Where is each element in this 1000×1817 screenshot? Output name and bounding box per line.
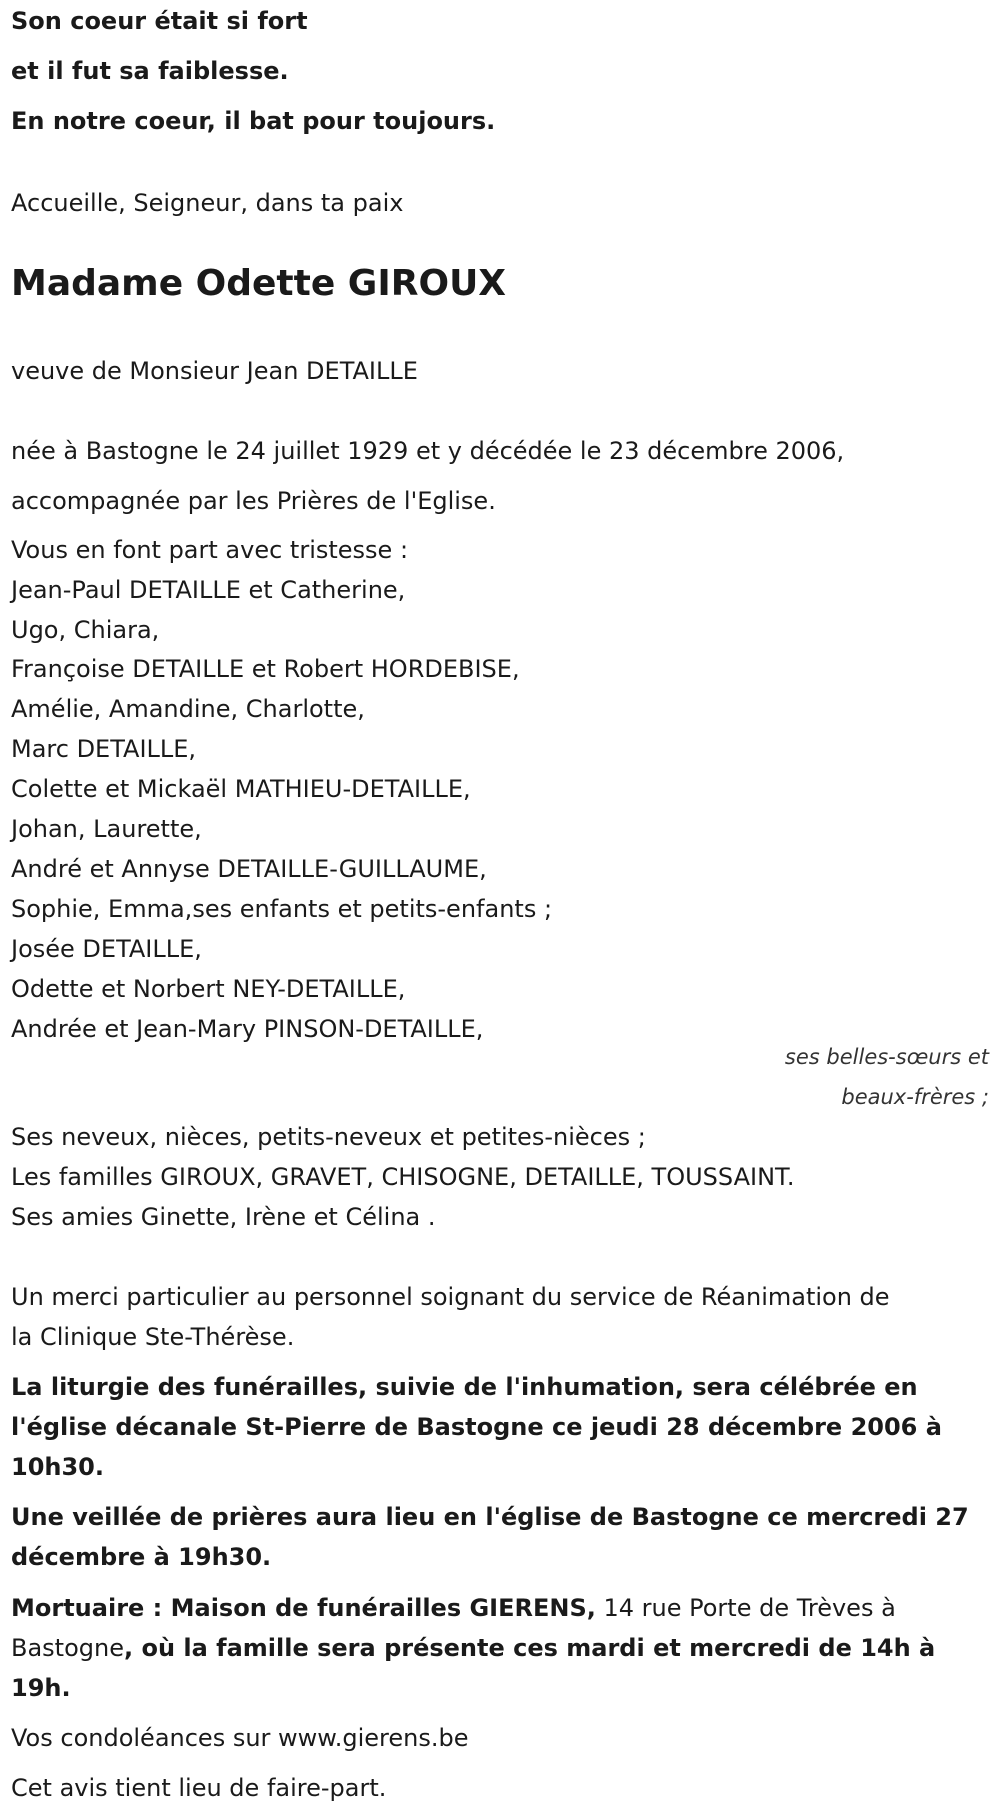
widow-line: veuve de Monsieur Jean DETAILLE [11,357,418,385]
family-member: Josée DETAILLE, [11,935,202,963]
deceased-name: Madame Odette GIROUX [11,263,507,304]
family-member: Sophie, Emma,ses enfants et petits-enfants ; [11,895,553,923]
relatives-line: Ses amies Ginette, Irène et Célina . [11,1203,436,1231]
funeral-line-2: l'église décanale St-Pierre de Bastogne ce jeudi 28 décembre 2006 à [11,1413,942,1441]
relatives-line: Ses neveux, nièces, petits-neveux et petites-nièces ; [11,1123,646,1151]
inlaws-note-line-2: beaux-frères ; [841,1085,989,1109]
condolences-line: Vos condoléances sur www.gierens.be [11,1724,469,1752]
poem-line-3: En notre coeur, il bat pour toujours. [11,107,496,135]
mortuary-presence: , où la famille sera présente ces mardi et mercredi de 14h à [123,1634,936,1662]
accompanied-line: accompagnée par les Prières de l'Eglise. [11,487,496,515]
mortuary-address: 14 rue Porte de Trèves à [595,1594,896,1622]
funeral-line-1: La liturgie des funérailles, suivie de l'inhumation, sera célébrée en [11,1373,918,1401]
thanks-line-2: la Clinique Ste-Thérèse. [11,1323,295,1351]
vigil-line-2: décembre à 19h30. [11,1543,272,1571]
family-member: André et Annyse DETAILLE-GUILLAUME, [11,855,487,883]
prayer-line: Accueille, Seigneur, dans ta paix [11,189,404,217]
funeral-line-3: 10h30. [11,1453,104,1481]
poem-line-1: Son coeur était si fort [11,7,308,35]
mortuary-line-3: 19h. [11,1674,71,1702]
notice-line: Cet avis tient lieu de faire-part. [11,1774,387,1802]
family-member: Odette et Norbert NEY-DETAILLE, [11,975,406,1003]
family-member: Andrée et Jean-Mary PINSON-DETAILLE, [11,1015,484,1043]
birth-death-line: née à Bastogne le 24 juillet 1929 et y décédée le 23 décembre 2006, [11,437,845,465]
family-intro: Vous en font part avec tristesse : [11,536,409,564]
inlaws-note-line-1: ses belles-sœurs et [784,1045,989,1069]
family-member: Ugo, Chiara, [11,616,160,644]
family-member: Françoise DETAILLE et Robert HORDEBISE, [11,655,520,683]
mortuary-line-1 [11,1593,989,1623]
thanks-line-1: Un merci particulier au personnel soignant du service de Réanimation de [11,1283,890,1311]
poem-line-2: et il fut sa faiblesse. [11,57,289,85]
family-member: Johan, Laurette, [11,815,202,843]
relatives-line: Les familles GIROUX, GRAVET, CHISOGNE, DETAILLE, TOUSSAINT. [11,1163,795,1191]
family-member: Colette et Mickaël MATHIEU-DETAILLE, [11,775,471,803]
mortuary-line-2 [11,1633,989,1663]
mortuary-town: Bastogne [11,1634,124,1662]
vigil-line-1: Une veillée de prières aura lieu en l'église de Bastogne ce mercredi 27 [11,1503,969,1531]
family-member: Jean-Paul DETAILLE et Catherine, [11,576,406,604]
mortuary-label: Mortuaire : Maison de funérailles GIERENS, [11,1594,596,1622]
family-member: Amélie, Amandine, Charlotte, [11,695,365,723]
family-member: Marc DETAILLE, [11,735,197,763]
